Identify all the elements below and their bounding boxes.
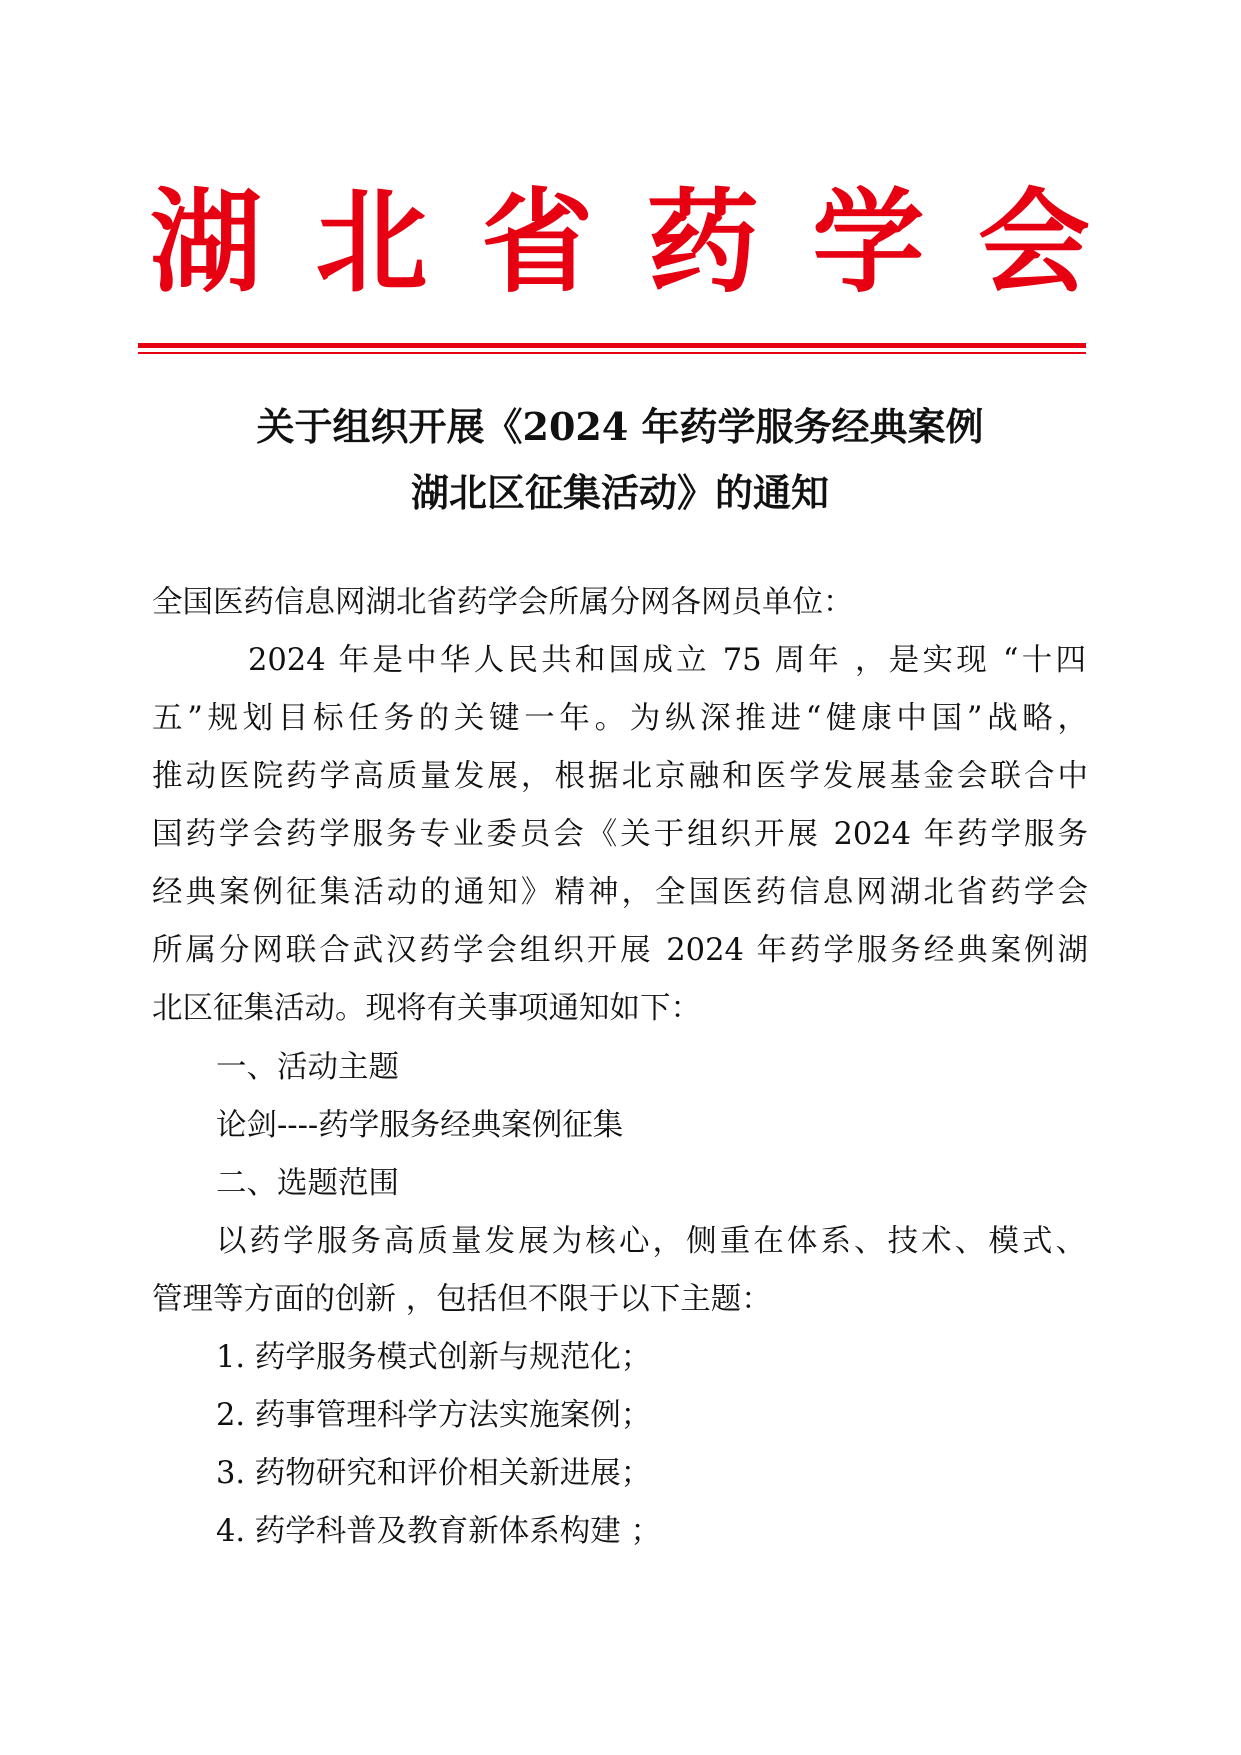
intro-paragraph-line: 2024 年是中华人民共和国成立 75 周年 ，是实现 “十四 xyxy=(248,643,1086,678)
masthead-char: 北 xyxy=(315,177,428,308)
masthead-char: 学 xyxy=(812,177,925,308)
intro-paragraph-line: 推动医院药学高质量发展，根据北京融和医学发展基金会联合中 xyxy=(152,759,1088,794)
document-title-line-1: 关于组织开展《2024 年药学服务经典案例 xyxy=(256,404,984,449)
section-heading-theme: 一、活动主题 xyxy=(216,1050,399,1085)
topic-list-item: 1. 药学服务模式创新与规范化； xyxy=(216,1340,652,1375)
intro-paragraph-line: 五”规划目标任务的关键一年。为纵深推进“健康中国”战略， xyxy=(152,701,1088,736)
intro-paragraph-line: 北区征集活动。现将有关事项通知如下： xyxy=(152,991,701,1026)
topic-list-item: 3. 药物研究和评价相关新进展； xyxy=(216,1456,652,1491)
topic-list-item: 2. 药事管理科学方法实施案例； xyxy=(216,1398,652,1433)
masthead-org-name xyxy=(150,178,1090,308)
section-text-theme: 论剑----药学服务经典案例征集 xyxy=(216,1108,624,1143)
section-heading-scope: 二、选题范围 xyxy=(216,1166,399,1201)
scope-paragraph-line: 管理等方面的创新 ，包括但不限于以下主题： xyxy=(152,1282,772,1317)
topic-list-item: 4. 药学科普及教育新体系构建 ； xyxy=(216,1514,661,1549)
intro-paragraph-line: 所属分网联合武汉药学会组织开展 2024 年药学服务经典案例湖 xyxy=(152,933,1088,968)
masthead-rule-thin xyxy=(138,352,1086,354)
masthead-char: 湖 xyxy=(150,177,262,308)
masthead-char: 药 xyxy=(646,177,759,308)
intro-paragraph-line: 国药学会药学服务专业委员会《关于组织开展 2024 年药学服务 xyxy=(152,817,1088,852)
salutation: 全国医药信息网湖北省药学会所属分网各网员单位： xyxy=(152,585,854,620)
scope-paragraph-line: 以药学服务高质量发展为核心，侧重在体系、技术、模式、 xyxy=(216,1224,1086,1259)
masthead-char: 会 xyxy=(977,177,1090,308)
masthead-char: 省 xyxy=(481,177,594,308)
intro-paragraph-line: 经典案例征集活动的通知》精神，全国医药信息网湖北省药学会 xyxy=(152,875,1088,910)
masthead-rule-thick xyxy=(138,343,1086,348)
document-title-line-2: 湖北区征集活动》的通知 xyxy=(410,470,829,515)
